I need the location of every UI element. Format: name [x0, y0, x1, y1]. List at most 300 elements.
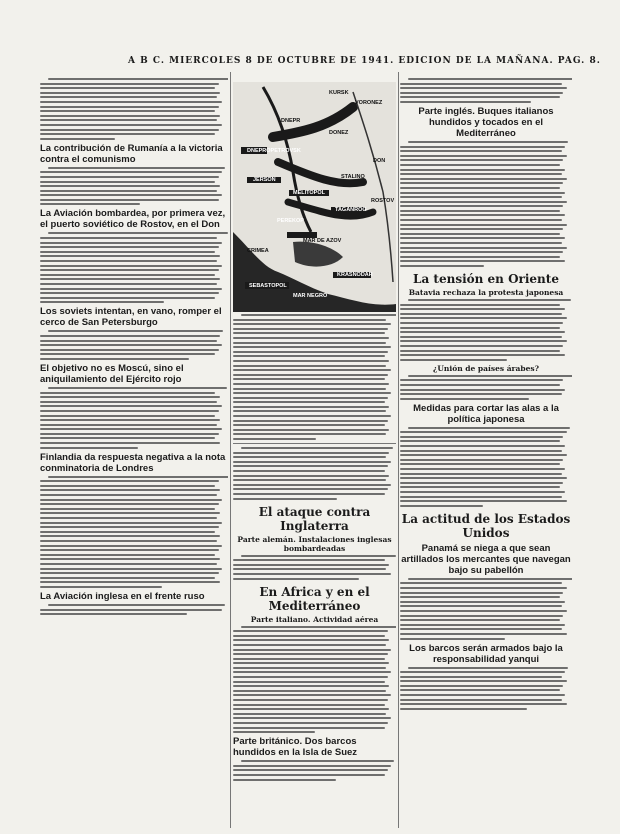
text-line: [233, 397, 388, 399]
text-line: [400, 233, 560, 235]
map-label: PEREKOP: [277, 218, 304, 224]
map-label: MAR DE AZOV: [303, 238, 342, 244]
headline: La contribución de Rumanía a la victoria contra el comunismo: [40, 142, 223, 165]
text-line: [400, 689, 560, 691]
map-label: CRIMEA: [247, 248, 269, 254]
text-line: [400, 393, 562, 395]
text-line: [233, 676, 388, 678]
text-line: [40, 494, 217, 496]
text-line: [40, 428, 222, 430]
text-line: [48, 232, 228, 234]
subheadline: ¿Unión de países árabes?: [432, 363, 539, 373]
text-line: [233, 694, 391, 696]
map-graphic: [233, 82, 396, 312]
text-line: [40, 563, 217, 565]
text-line: [233, 365, 386, 367]
text-line: [233, 433, 386, 435]
text-line: [400, 237, 565, 239]
text-line: [233, 479, 386, 481]
text-line: [400, 491, 565, 493]
text-line: [400, 336, 562, 338]
text-line: [400, 685, 563, 687]
text-line: [233, 658, 385, 660]
text-line: [400, 505, 483, 507]
text-line: [233, 667, 386, 669]
map-label: TAGANROG: [335, 207, 367, 213]
text-line: [40, 265, 222, 267]
text-line: [400, 619, 560, 621]
article-text: [400, 299, 572, 361]
text-line: [48, 167, 225, 169]
text-line: [40, 171, 222, 173]
article-text: [400, 578, 572, 640]
text-line: [40, 401, 217, 403]
text-line: [233, 452, 389, 454]
text-line: [400, 610, 567, 612]
text-line: [233, 332, 385, 334]
text-line: [40, 251, 215, 253]
text-line: [400, 699, 562, 701]
text-line: [400, 260, 565, 262]
text-line: [400, 205, 563, 207]
article-text: [233, 626, 396, 734]
text-line: [400, 676, 562, 678]
text-line: [233, 484, 391, 486]
text-line: [400, 359, 507, 361]
article-text: [40, 476, 228, 588]
text-line: [40, 424, 217, 426]
war-map: [233, 82, 396, 312]
text-line: [400, 155, 567, 157]
map-label: DON: [373, 158, 386, 164]
text-line: [400, 486, 560, 488]
text-line: [400, 596, 560, 598]
text-line: [400, 628, 562, 630]
article-text: [400, 427, 572, 507]
text-line: [408, 141, 568, 143]
text-line: [233, 774, 385, 776]
text-line: [233, 639, 389, 641]
text-line: [400, 440, 560, 442]
article-text: [40, 330, 228, 360]
text-line: [233, 568, 386, 570]
text-line: [400, 694, 565, 696]
text-line: [40, 405, 222, 407]
text-line: [400, 322, 563, 324]
text-line: [40, 613, 187, 615]
text-line: [233, 429, 389, 431]
text-line: [40, 568, 222, 570]
text-line: [400, 450, 562, 452]
text-line: [400, 582, 562, 584]
text-line: [400, 192, 565, 194]
text-line: [400, 468, 565, 470]
text-line: [48, 476, 228, 478]
text-line: [408, 78, 572, 80]
text-line: [400, 340, 567, 342]
text-line: [40, 96, 217, 98]
text-line: [233, 699, 388, 701]
text-line: [40, 190, 217, 192]
text-line: [400, 87, 567, 89]
text-line: [40, 133, 215, 135]
map-label: STALINO: [341, 174, 365, 180]
text-line: [40, 203, 140, 205]
text-line: [48, 604, 225, 606]
text-line: [400, 680, 567, 682]
map-label: DNEPR: [281, 118, 301, 124]
text-line: [400, 431, 567, 433]
text-line: [40, 278, 220, 280]
text-line: [233, 401, 385, 403]
text-line: [233, 559, 385, 561]
text-line: [40, 442, 220, 444]
text-line: [233, 681, 385, 683]
text-line: [400, 398, 529, 400]
text-line: [40, 199, 219, 201]
text-line: [40, 349, 219, 351]
headline: La actitud de los Estados Unidos: [401, 511, 571, 540]
text-line: [400, 201, 567, 203]
text-line: [40, 392, 215, 394]
text-line: [233, 342, 386, 344]
text-line: [233, 355, 385, 357]
text-line: [241, 555, 396, 557]
text-line: [40, 106, 219, 108]
text-line: [40, 447, 138, 449]
text-line: [400, 379, 563, 381]
text-line: [400, 327, 560, 329]
headline: Panamá se niega a que sean artillados los mercantes que navegan bajo su pabellón: [401, 542, 571, 576]
text-line: [233, 630, 388, 632]
text-line: [40, 508, 215, 510]
text-line: [233, 323, 391, 325]
text-line: [400, 638, 505, 640]
text-line: [400, 169, 565, 171]
map-label: VORONEZ: [355, 100, 383, 106]
text-line: [40, 535, 220, 537]
text-line: [233, 360, 389, 362]
text-line: [400, 214, 565, 216]
text-line: [241, 314, 396, 316]
text-line: [40, 517, 217, 519]
subheadline: Batavia rechaza la protesta japonesa: [408, 288, 564, 297]
text-line: [400, 187, 560, 189]
text-line: [40, 410, 219, 412]
text-line: [40, 480, 219, 482]
text-line: [233, 493, 385, 495]
map-label: MAR NEGRO: [293, 293, 328, 299]
text-line: [400, 615, 563, 617]
text-line: [40, 415, 215, 417]
text-line: [233, 769, 388, 771]
text-line: [233, 717, 391, 719]
text-line: [400, 477, 567, 479]
text-line: [40, 489, 220, 491]
text-line: [400, 265, 484, 267]
text-line: [40, 110, 215, 112]
text-line: [233, 378, 385, 380]
text-line: [400, 633, 567, 635]
text-line: [400, 436, 563, 438]
text-line: [233, 328, 388, 330]
text-line: [40, 526, 219, 528]
article-text: [40, 232, 228, 303]
text-line: [233, 649, 391, 651]
text-line: [233, 578, 359, 580]
text-line: [233, 731, 315, 733]
column-right: [400, 76, 572, 826]
text-line: [233, 713, 386, 715]
text-line: [400, 459, 563, 461]
text-line: [40, 237, 217, 239]
text-line: [48, 78, 228, 80]
headline: Parte británico. Dos barcos hundidos en la Isla de Suez: [233, 736, 358, 759]
text-line: [400, 313, 562, 315]
text-line: [40, 433, 219, 435]
text-line: [40, 344, 222, 346]
article-text: [40, 387, 228, 449]
text-line: [48, 330, 223, 332]
article-text: [233, 555, 396, 580]
text-line: [400, 251, 563, 253]
text-line: [233, 671, 391, 673]
text-line: [400, 210, 560, 212]
text-line: [408, 427, 570, 429]
divider: [233, 443, 396, 444]
text-line: [400, 256, 560, 258]
article-text: [400, 375, 572, 400]
text-line: [40, 260, 217, 262]
map-label: MELITOPOL: [293, 190, 325, 196]
text-line: [40, 340, 217, 342]
text-line: [40, 572, 219, 574]
text-line: [241, 626, 396, 628]
text-line: [400, 624, 565, 626]
text-line: [400, 592, 563, 594]
text-line: [233, 573, 391, 575]
text-line: [40, 274, 215, 276]
text-line: [40, 246, 219, 248]
text-line: [40, 176, 219, 178]
article-text: [40, 167, 228, 206]
text-line: [233, 727, 385, 729]
text-line: [233, 704, 385, 706]
text-line: [400, 350, 560, 352]
text-line: [40, 283, 217, 285]
text-line: [400, 92, 563, 94]
text-line: [40, 292, 219, 294]
text-line: [40, 194, 222, 196]
headline: Medidas para cortar las alas a la política japonesa: [413, 402, 559, 425]
text-line: [400, 482, 563, 484]
text-line: [40, 419, 220, 421]
text-line: [400, 587, 567, 589]
article-text: [40, 78, 228, 140]
text-line: [40, 353, 215, 355]
map-label: DNEPROPETROVSK: [247, 148, 301, 154]
text-line: [40, 288, 222, 290]
text-line: [400, 146, 565, 148]
text-line: [233, 369, 391, 371]
text-line: [40, 269, 219, 271]
text-line: [400, 354, 565, 356]
headline: El ataque contra Inglaterra: [258, 504, 371, 533]
text-line: [400, 463, 560, 465]
column-rule: [398, 72, 399, 828]
article-text: [400, 667, 572, 710]
text-line: [400, 101, 531, 103]
text-line: [233, 653, 388, 655]
text-line: [233, 488, 388, 490]
text-line: [408, 299, 571, 301]
text-line: [233, 765, 391, 767]
text-line: [233, 708, 389, 710]
text-line: [233, 461, 391, 463]
text-line: [400, 708, 527, 710]
text-line: [40, 129, 219, 131]
text-line: [408, 375, 572, 377]
headline: La tensión en Oriente: [413, 272, 559, 286]
text-line: [400, 605, 562, 607]
text-line: [400, 242, 562, 244]
text-line: [233, 438, 316, 440]
text-line: [233, 346, 391, 348]
article-text: [233, 447, 396, 500]
text-line: [400, 601, 565, 603]
text-line: [233, 415, 391, 417]
text-line: [40, 549, 219, 551]
text-line: [400, 384, 560, 386]
text-line: [400, 247, 567, 249]
text-line: [233, 498, 337, 500]
headline: En Africa y en el Mediterráneo: [259, 584, 370, 613]
text-line: [233, 388, 386, 390]
text-line: [40, 503, 219, 505]
text-line: [400, 345, 563, 347]
text-line: [400, 703, 567, 705]
article-text: [400, 141, 572, 267]
text-line: [40, 335, 220, 337]
text-line: [400, 219, 562, 221]
text-line: [408, 667, 568, 669]
article-text: [400, 78, 572, 103]
headline: Los barcos serán armados bajo la responsabilidad yanqui: [409, 642, 563, 665]
headline: La Aviación inglesa en el frente ruso: [40, 590, 205, 602]
text-line: [233, 662, 389, 664]
text-line: [40, 138, 115, 140]
map-label: KURSK: [329, 90, 349, 96]
text-line: [233, 635, 385, 637]
text-line: [400, 389, 565, 391]
text-line: [233, 383, 389, 385]
text-line: [233, 644, 386, 646]
text-line: [40, 558, 220, 560]
article-text: [40, 604, 228, 615]
text-line: [40, 586, 162, 588]
text-line: [233, 779, 336, 781]
map-label: DONEZ: [329, 130, 349, 136]
headline: Parte inglés. Buques italianos hundidos y tocados en el Mediterráneo: [418, 105, 554, 139]
text-line: [400, 473, 562, 475]
text-line: [40, 242, 222, 244]
text-line: [408, 578, 572, 580]
text-line: [400, 671, 565, 673]
text-line: [233, 690, 386, 692]
text-line: [40, 609, 222, 611]
text-line: [400, 445, 565, 447]
text-line: [400, 182, 563, 184]
text-line: [400, 173, 562, 175]
column-left: [40, 76, 228, 826]
map-label: SEBASTOPOL: [249, 283, 287, 289]
text-line: [40, 512, 220, 514]
text-line: [400, 454, 567, 456]
text-line: [241, 760, 394, 762]
subheadline: Parte italiano. Actividad aérea: [250, 614, 379, 624]
text-line: [400, 496, 562, 498]
article-text: [233, 760, 396, 780]
text-line: [400, 196, 562, 198]
text-line: [400, 317, 567, 319]
column-rule: [230, 72, 231, 828]
text-line: [400, 500, 567, 502]
text-line: [233, 465, 388, 467]
text-line: [40, 581, 220, 583]
text-line: [40, 87, 215, 89]
text-line: [40, 181, 215, 183]
text-line: [400, 150, 562, 152]
text-line: [233, 410, 386, 412]
headline: La Aviación bombardea, por primera vez, el puerto soviético de Rostov, en el Don: [40, 208, 226, 231]
text-line: [233, 374, 388, 376]
headline: Los soviets intentan, en vano, romper el cerco de San Petersburgo: [40, 306, 222, 329]
text-line: [400, 331, 565, 333]
text-line: [40, 540, 217, 542]
text-line: [40, 185, 220, 187]
text-line: [400, 304, 560, 306]
text-line: [48, 387, 227, 389]
text-line: [40, 124, 222, 126]
text-line: [233, 392, 391, 394]
text-line: [40, 437, 215, 439]
text-line: [40, 119, 217, 121]
text-line: [40, 101, 222, 103]
text-line: [400, 178, 567, 180]
text-line: [40, 255, 220, 257]
text-line: [233, 722, 388, 724]
text-line: [233, 420, 388, 422]
text-line: [233, 406, 389, 408]
text-line: [40, 531, 215, 533]
text-line: [40, 358, 189, 360]
text-line: [400, 308, 565, 310]
text-line: [40, 83, 219, 85]
text-line: [233, 351, 388, 353]
text-line: [400, 96, 560, 98]
map-label: ROSTOV: [371, 198, 395, 204]
text-line: [400, 224, 567, 226]
map-label: JERSON: [253, 177, 276, 183]
text-line: [233, 685, 389, 687]
text-line: [400, 228, 563, 230]
text-line: [40, 499, 222, 501]
text-line: [233, 337, 389, 339]
text-line: [400, 83, 562, 85]
text-line: [241, 447, 393, 449]
subheadline: Parte alemán. Instalaciones inglesas bombardeadas: [237, 534, 392, 553]
text-line: [400, 164, 560, 166]
